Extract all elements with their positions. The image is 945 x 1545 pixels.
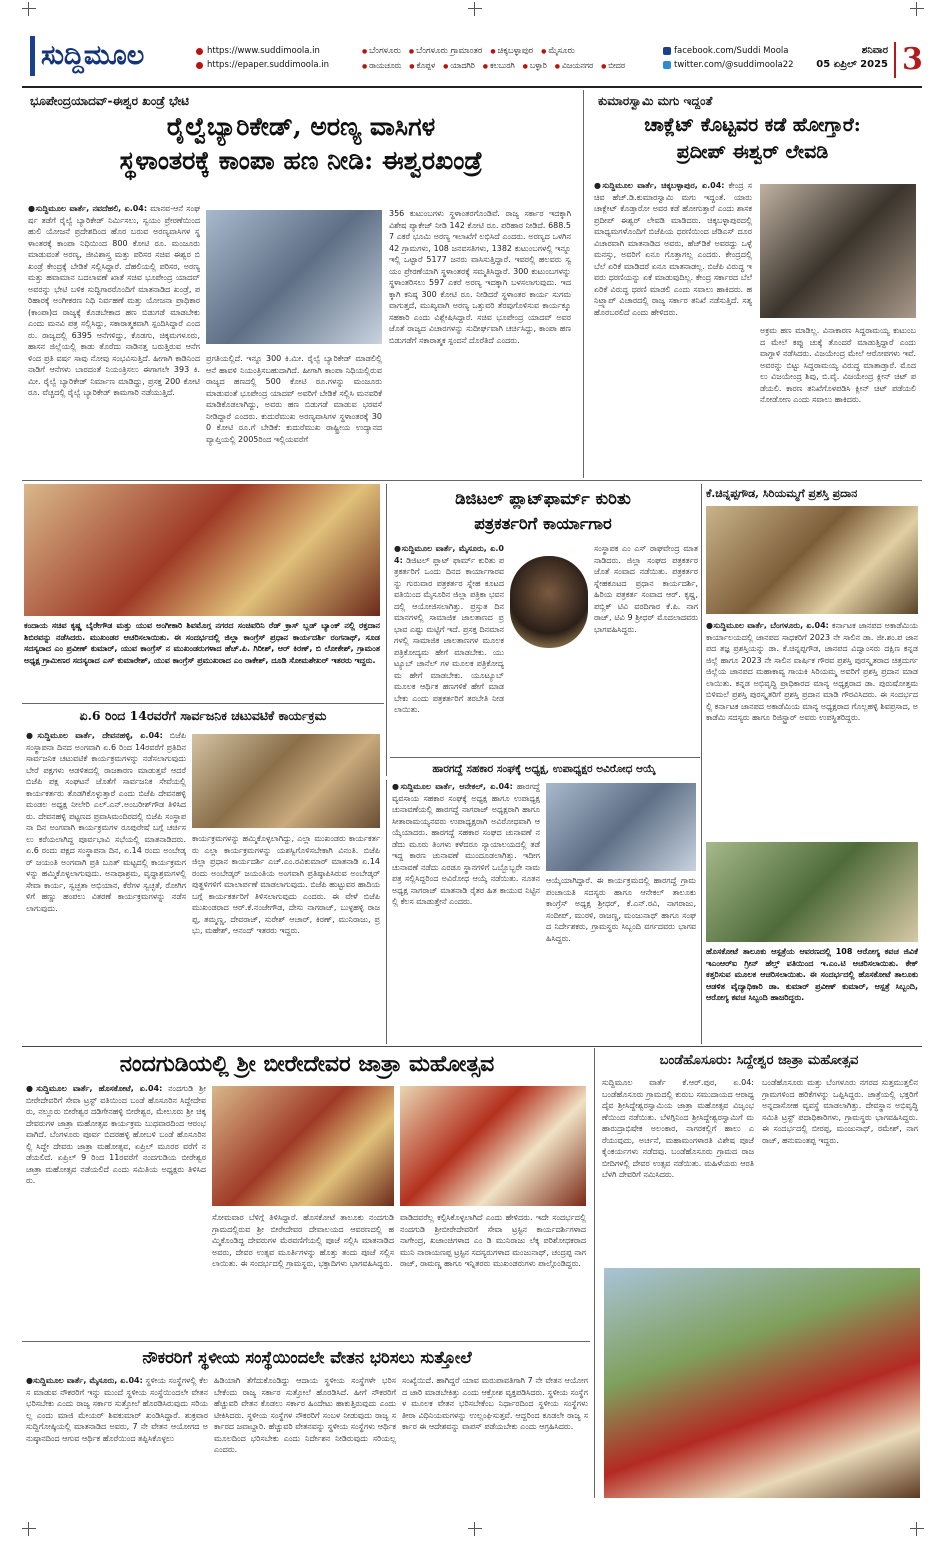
globe-icon [196,62,203,69]
column-divider [386,780,387,1044]
column-divider [594,1048,595,1498]
story6-photo [546,783,696,871]
story9-col2: ಹಿಡಿಯಾಗಿ ತೆಗೆದುಕೊಂಡಿದ್ದು ಆದಾಯ ಸ್ಥಳೀಯ ಸಂಸ್ಥೆಗಳೇ ಭರಿಸಬೇಕೆಂದು ರಾಜ್ಯ ಸರ್ಕಾರ ಸುತ್ತೋಲೆ ಹೊರಡಿಸಿದೆ. ಹೀಗೆ ನೌಕರರಿಗೆ ಹೆಚ್ಚುವರಿ ವೇತನ ಕೊಡಲು ಸರ್ಕಾರ ಹಿಂದೇಟು ಹಾಕುತ್ತಿರುವುದು ಎಂದು ಟೀಕಿಸಿದರು. ಸ್ಥಳೀಯ ಸಂಸ್ಥೆಗಳ ನೌಕರರಿಗೆ ಸಂಬಳ ನೀಡುವುದು ರಾಜ್ಯ ಸರ್ಕಾರದ ಜವಾಬ್ದಾರಿ. ಹೆಚ್ಚುವರಿ ವೇತನವನ್ನು ಸ್ಥಳೀಯ ಸಂಸ್ಥೆಗಳು ಆರ್ಥಿಕ ಮೂಲದಿಂದ ಭರಿಸಬೇಕು ಎಂದು ನಿರ್ದೇಶನ ನೀಡಿರುವುದು ಸರಿಯಲ್ಲ ಎಂದರು. [214,1376,396,1454]
story3-col2: ಸಂಸ್ಥಾಪಕ ಎಂ ಎಸ್ ರಾಘವೇಂದ್ರ ಮಾತನಾಡಿದರು. ಜಿಲ್ಲಾ ಸಂಘದ ಪತ್ರಕರ್ತರ ಜೊತೆ ಸಂವಾದ ನಡೆಯಿತು. ಪತ್ರಕರ್ತರ ಸ್ನೇಹಕೂಟದ ಪ್ರಧಾನ ಕಾರ್ಯದರ್ಶಿ, ಹಿರಿಯ ಪತ್ರಕರ್ತ ಸಂವಾದ ಆರ್. ಕೃಷ್ಣ, ಪಬ್ಲಿಕ್ ಟಿವಿ ವರದಿಗಾರ ಕೆ.ಪಿ. ನಾಗರಾಜ್, ಟಿವಿ 9 ಶ್ರೀಧರ್ ಮೊದಲಾದವರು ಭಾಗವಹಿಸಿದ್ದರು. [594,544,698,634]
masthead-rule [22,86,922,88]
story5-col2: ಕಾರ್ಯಕ್ರಮಗಳನ್ನು ಹಮ್ಮಿಕೊಳ್ಳಲಾಗಿದ್ದು, ಎಲ್ಲಾ ಮುಖಂಡರು ಕಾರ್ಯಕರ್ತರು ಎಲ್ಲಾ ಕಾರ್ಯಕ್ರಮಗಳನ್ನು ಯಶಸ್ವಿಗೊಳಿಸಬೇಕಾಗಿ ವಿನಂತಿ. ಬಿಜೆಪಿ ಜಿಲ್ಲಾ ಪ್ರಧಾನ ಕಾರ್ಯದರ್ಶಿ ಎಚ್.ಎಂ.ರವಿಕುಮಾರ್ ಮಾತನಾಡಿ ಏ.14 ರಂದು ಅಂಬೇಡ್ಕರ್ ಜಯಂತಿಯ ಅಂಗವಾಗಿ ಪ್ರತಿಷ್ಠಾಪಿಸಿರುವ ಅಂಬೇಡ್ಕರ್ ಪುತ್ಥಳಿಗಳಿಗೆ ಮಾಲಾರ್ಪಣೆ ಮಾಡಲಾಗುವುದು. ಬಿಜೆಪಿ ಹುಟ್ಟುವರ ಹಾದಿಯ ಬಗ್ಗೆ ಕಾರ್ಯಕರ್ತರಿಗೆ ತಿಳಿಸಲಾಗುವುದು ಎಂದರು. ಈ ವೇಳೆ ಬಿಜೆಪಿ ಮುಖಂಡರಾದ ಆರ್.ಕೆ.ನಂಜೇಗೌಡ, ದೇಸು ನಾಗರಾಜ್, ಬುಳ್ಳಹಳ್ಳಿ ರಾಜಪ್ಪ, ತಮ್ಮಣ್ಣ, ದೇವರಾಜ್, ಸುರೇಶ್ ಆಚಾರ್, ಕಿರಣ್, ಮುನಿರಾಜು, ಪ್ರಭು, ಮಹೇಶ್, ಆನಂದ್ ಇತರರು ಇದ್ದರು. [192,834,380,935]
social-links [663,44,813,72]
registration-mark [468,2,482,16]
story2-col1: ●ಸುದ್ದಿಮೂಲ ವಾರ್ತೆ, ಚಿಕ್ಕಬಳ್ಳಾಪುರ, ಏ.04: ಕೇಂದ್ರ ಸಚಿವ ಹೆಚ್.ಡಿ.ಕುಮಾರಸ್ವಾಮಿ ಮಗು ಇದ್ದಂತೆ. ಯಾರು ಚಾಕ್ಲೇಟ್ ಕೊಡ್ತಾರೋ ಅವರ ಕಡೆ ಹೋಗುತ್ತಾರೆ ಎಂದು ಶಾಸಕ ಪ್ರದೀಪ್ ಈಶ್ವರ್ ಲೇವಡಿ ಮಾಡಿದರು. ಚಿಕ್ಕಬಳ್ಳಾಪುರದಲ್ಲಿ ಮಾಧ್ಯಮಗಳೊಂದಿಗೆ ಬಿಜೆಪಿಯ ಧರಣಿಯಿಂದ ಜೆಡಿಎಸ್ ದೂರ ವಿಚಾರವಾಗಿ ಮಾತನಾಡಿದ ಅವರು, ಹೆಚ್‌ಡಿಕೆ ಅವರದ್ದು ಒಳ್ಳೆ ಮನಸ್ಸು, ಅವರಿಗೆ ಏನೂ ಗೊತ್ತಾಗಲ್ಲ ಎಂದರು. ಕೇಂದ್ರದಲ್ಲಿ ಬೆಲೆ ಏರಿಕೆ ಮಾಡಿದರೆ ಏನೂ ಮಾತನಾಡಲ್ಲ. ಬಿಜೆಪಿ ವಿರುದ್ಧ ಇವರು ಧರಣಿಯನ್ನು ಏಕೆ ಮಾಡುವುದಿಲ್ಲ. ಕೇಂದ್ರ ಸರ್ಕಾರದ ಬೆಲೆ ಏರಿಕೆ ವಿರುದ್ಧ ಧರಣಿ ಮಾಡಲಿ ಎಂದು ಸವಾಲು ಹಾಕಿದರು. ಹನಿಟ್ರ್ಯಾಪ್ ವಿಚಾರದಲ್ಲಿ ರಾಜ್ಯ ಸರ್ಕಾರ ತನಿಖೆ ನಡೆಸುತ್ತಿದೆ. ಸತ್ಯ ಹೊರಬರಲಿದೆ ಎಂದು ಹೇಳಿದರು. [594,181,752,317]
story4-body: ●ಸುದ್ದಿಮೂಲ ವಾರ್ತೆ, ಬೆಂಗಳೂರು, ಏ.04: ಕರ್ನಾಟಕ ಜಾನಪದ ಅಕಾಡೆಮಿಯ ಕಾರ್ಯಾಲಯದಲ್ಲಿ ಜಾನಪದ ಸಾಧಕರಿಗೆ 2023 ನೇ ಸಾಲಿನ ಡಾ. ಜೀ.ಶಂ.ಪ ಜಾನಪದ ತಜ್ಞ ಪ್ರಶಸ್ತಿಯನ್ನು ಡಾ. ಕೆ.ಚಿನ್ನಪ್ಪಗೌಡ, ಜಾನಪದ ವಿದ್ವಾಂಸರು ದಕ್ಷಿಣ ಕನ್ನಡ ಜಿಲ್ಲೆ ಹಾಗೂ 2023 ನೇ ಸಾಲಿನ ವಾರ್ಷಿಕ ಗೌರವ ಪ್ರಶಸ್ತಿ ಪುರಸ್ಕೃತರಾದ ಚಿತ್ರದುರ್ಗ ಜಿಲ್ಲೆಯ ಜಾನಪದ ಮಹಾಕಾವ್ಯ ಗಾಯಕಿ ಸಿರಿಯಮ್ಮ ಅವರಿಗೆ ಪ್ರಶಸ್ತಿ ಪ್ರದಾನ ಮಾಡಲಾಯಿತು. ಕನ್ನಡ ಅಭಿವೃದ್ಧಿ ಪ್ರಾಧಿಕಾರದ ಮಾನ್ಯ ಅಧ್ಯಕ್ಷರಾದ ಡಾ. ಪುರುಷೋತ್ತಮ ಬಿಳಿಮಲೆ ಪ್ರಶಸ್ತಿ ಪುರಸ್ಕೃತರಿಗೆ ಪ್ರಶಸ್ತಿ ಪ್ರದಾನ ಮಾಡಿ ಗೌರವಿಸಿದರು. ಈ ಸಂದರ್ಭದಲ್ಲಿ ಕರ್ನಾಟಕ ಜಾನಪದ ಅಕಾಡೆಮಿಯ ಮಾನ್ಯ ಅಧ್ಯಕ್ಷರಾದ ಗೊಲ್ಲಹಳ್ಳಿ ಶಿವಪ್ರಸಾದ, ಅಕಾಡೆಮಿ ಸದಸ್ಯರು ಹಾಗೂ ರಿಜಿಸ್ಟ್ರಾರ್ ಅವರು ಉಪಸ್ಥಿತರಿದ್ದರು. [706,621,918,722]
story1-photo [206,210,382,344]
story4-photo [706,506,918,614]
blood-camp-photo [24,484,380,616]
city-item: ● ವಿಜಯನಗರ [555,61,593,70]
ambulance-photo [706,842,918,942]
story6-headline: ಹಾರಗದ್ದೆ ಸಹಕಾರ ಸಂಘಕ್ಕೆ ಅಧ್ಯಕ್ಷ, ಉಪಾಧ್ಯಕ್ಷರ ಅವಿರೋಧ ಆಯ್ಕೆ [432,763,656,775]
story2-photo [760,184,916,318]
city-item: ● ಬಳ್ಳಾರಿ [523,61,547,70]
story5-headline: ಏ.6 ರಿಂದ 14ರವರೆಗೆ ಸಾರ್ವಜನಿಕ ಚಟುವಟಿಕೆ ಕಾರ್ಯಕ್ರಮ [79,708,327,723]
section-rule [22,703,384,704]
story2-kicker: ಕುಮಾರಸ್ವಾಮಿ ಮಗು ಇದ್ದಂತೆ [598,94,713,108]
city-item: ● ಮೈಸೂರು [541,46,575,56]
twitter-icon [663,61,671,69]
column-divider [583,90,584,478]
ambulance-caption: ಹೊಸಕೋಟೆ ತಾಲೂಕು ಆಸ್ಪತ್ರೆಯ ಆವರಣದಲ್ಲಿ 108 ಆರೋಗ್ಯ ಕವಚ ಜಿವಿಕೆ ಇಎಂಆರ್‌ಐ ಗ್ರೀನ್ ಹೆಲ್ತ್ ವತಿಯಿಂದ ಇ.ಎಂ.ಟಿ ಆಚರಿಸಲಾಯಿತು. ಕೇಕ್ ಕತ್ತರಿಸುವ ಮೂಲಕ ಆಚರಿಸಲಾಯಿತು. ಈ ಸಂದರ್ಭದಲ್ಲಿ ಹೊಸಕೋಟೆ ತಾಲೂಕು ಆಡಳಿತ ವೈದ್ಯಾಧಿಕಾರಿ ಡಾ. ಕುಮಾರ್ ಪ್ರವೀಣ್ ಕುಮಾರ್, ಆಸ್ಪತ್ರೆ ಸಿಬ್ಬಂದಿ, ಆರೋಗ್ಯ ಕವಚ ಸಿಬ್ಬಂದಿ ಹಾಜರಿದ್ದರು. [706,947,918,1002]
city-item: ● ಬೆಂಗಳೂರು [362,46,401,56]
city-item: ● ಬೆಂಗಳೂರು ಗ್ರಾಮಾಂತರ [409,46,482,56]
city-editions [362,44,662,74]
website-links [196,44,346,72]
story7-headline: ನಂದಗುಡಿಯಲ್ಲಿ ಶ್ರೀ ಬೀರೇದೇವರ ಜಾತ್ರಾ ಮಹೋತ್ಸವ [119,1051,495,1077]
city-item: ● ಯಾದಗಿರಿ [443,61,475,70]
section-rule [22,1046,922,1047]
masthead-logo: ಸುದ್ದಿಮೂಲ [30,36,190,76]
story4-headline: ಕೆ.ಚಿನ್ನಪ್ಪಗೌಡ, ಸಿರಿಯಮ್ಮಗೆ ಪ್ರಶಸ್ತಿ ಪ್ರದಾನ [706,487,858,500]
epaper-link[interactable]: https://epaper.suddimoola.in [196,58,346,72]
blood-camp-caption: ಕಂದಾಯ ಸಚಿವ ಕೃಷ್ಣ ಬೈರೇಗೌಡ ಮತ್ತು ಯುವ ಅಂಗೀಕಾರಿ ಶಿವಮೊಗ್ಗ ನಗರದ ಸಂಚಿವರಿನಿ ರೆಡ್ ಕ್ರಾಸ್ ಬ್ಲಡ್ ಬ್ಯಾಂಕ್ ನಲ್ಲಿ ರಕ್ತದಾನ ಶಿಬಿರವನ್ನು ನಡೆಸಿದರು. ಮುಖಂಡರ ಆಚರಿಸಲಾಯಿತು. ಈ ಸಂದರ್ಭದಲ್ಲಿ ಜಿಲ್ಲಾ ಕಾಂಗ್ರೆಸ್ ಪ್ರಧಾನ ಕಾರ್ಯದರ್ಶಿ ರಂಗನಾಥ್, ಸೂಡ ಸದಸ್ಯರಾದ ಎಂ ಪ್ರವೀಣ್ ಕುಮಾರ್, ಯುವ ಕಾಂಗ್ರೆಸ್ ನ ಮುಖಂಡರುಗಳಾದ ಹೆಚ್.ಪಿ. ಗಿರೀಶ್, ಆರ್ ಕಿರಣ್, ಬಿ ಲೋಕೇಶ್, ಗ್ರಾಮಂತ ಅಧ್ಯಕ್ಷ ಗ್ರಾಮೀಣರ ಸದಸ್ಯರಾದ ಎಸ್ ಕುಮಾರೇಶ್, ಯುವ ಕಾಂಗ್ರೆಸ್ ಪ್ರಮುಖರಾದ ಎಂ ರಾಕೇಶ್, ದೂಡಿ ಸೋಮಶೇಖರ್ ಇತರರು ಇದ್ದರು. [24,621,380,665]
registration-mark [910,2,924,16]
registration-mark [468,1522,482,1536]
section-rule [22,1341,590,1342]
facebook-icon [663,47,671,55]
jatra-photo [604,1268,920,1498]
story6-col1: ●ಸುದ್ದಿಮೂಲ ವಾರ್ತೆ, ಆನೇಕಲ್, ಏ.04: ಹಾರಗದ್ದೆ ವ್ಯವಸಾಯ ಸಹಕಾರ ಸಂಘಕ್ಕೆ ಅಧ್ಯಕ್ಷ ಹಾಗೂ ಉಪಾಧ್ಯಕ್ಷ ಚುನಾವಣೆಯಲ್ಲಿ ಹಾರಗದ್ದೆ ನಾಗರಾಜ್ ಅಧ್ಯಕ್ಷರಾಗಿ ಹಾಗೂ ಸೀತಾರಾಮಯ್ಯನವರು ಉಪಾಧ್ಯಕ್ಷರಾಗಿ ಅವಿರೋಧವಾಗಿ ಆಯ್ಕೆಯಾದರು. ಹಾರಗದ್ದೆ ಸಹಕಾರ ಸಂಘದ ಚುನಾವಣೆ ನಡೆದು ಮೂರು ತಿಂಗಳು ಕಳೆದರೂ ನ್ಯಾಯಾಲಯದಲ್ಲಿ ತಡೆ ಇದ್ದ ಕಾರಣ ಚುನಾವಣೆ ಮುಂದೂಡಲಾಗಿತ್ತು. ಇದೀಗ ಚುನಾವಣೆ ನಡೆದು ಎರಡೂ ಸ್ಥಾನಗಳಿಗೆ ಒಬ್ಬೊಬ್ಬರೇ ನಾಮಪತ್ರ ಸಲ್ಲಿಸಿದ್ದರಿಂದ ಅವಿರೋಧ ಆಯ್ಕೆ ನಡೆಯಿತು. ನೂತನ ಅಧ್ಯಕ್ಷ ನಾಗರಾಜ್ ಮಾತನಾಡಿ ರೈತರ ಹಿತ ಕಾಯುವ ನಿಟ್ಟಿನಲ್ಲಿ ಕೆಲಸ ಮಾಡುತ್ತೇನೆ ಎಂದರು. [392,782,540,906]
story1-headline: ರೈಲ್ವೆಬ್ಯಾರಿಕೇಡ್, ಅರಣ್ಯ ವಾಸಿಗಳ ಸ್ಥಳಾಂತರಕ್ಕೆ ಕಾಂಪಾ ಹಣ ನೀಡಿ: ಈಶ್ವರಖಂಡ್ರೆ [119,112,483,175]
website-link[interactable]: https://www.suddimoola.in [196,44,346,58]
story5-col1: ●ಸುದ್ದಿಮೂಲ ವಾರ್ತೆ, ದೇವನಹಳ್ಳಿ, ಏ.04: ಬಿಜೆಪಿ ಸಂಸ್ಥಾಪನಾ ದಿನದ ಅಂಗವಾಗಿ ಏ.6 ರಿಂದ 14ರವರೆಗೆ ಪ್ರತಿದಿನ ಸಾರ್ವಜನಿಕ ಚಟುವಟಿಕೆ ಕಾರ್ಯಕ್ರಮಗಳನ್ನು ನಡೆಸಲಾಗುವುದು ಬೇರೆ ಪಕ್ಷಗಳು ಆಡಳಿತದಲ್ಲಿ ರಾಜಕಾರಣ ಮಾಡುತ್ತವೆ ಆದರೆ ಬಿಜೆಪಿ ಪಕ್ಷ ಸಂಘಟನೆ ಜೊತೆಗೆ ಸಾರ್ವಜನಿಕ ಸೇವೆಯಲ್ಲಿ ಕಾರ್ಯಕರ್ತರು ತೊಡಗಿಕೊಳ್ಳುತ್ತಾರೆ ಎಂದು ಬಿಜೆಪಿ ದೇವನಹಳ್ಳಿ ಮಂಡಲ ಅಧ್ಯಕ್ಷ ನೀಲೇರಿ ಎಲ್.ಎನ್.ಅಂಬರೀಶ್‌ಗೌಡ ತಿಳಿಸಿದರು. ದೇವನಹಳ್ಳಿ ಪಟ್ಟಣದ ಪ್ರವಾಸಿಮಂದಿರದಲ್ಲಿ ಬಿಜೆಪಿ ಸಂಸ್ಥಾಪನಾ ದಿನ ಅಂಗವಾಗಿ ಕಾರ್ಯಕ್ರಮಗಳ ರೂಪುರೇಷೆ ಬಗ್ಗೆ ಚರ್ಚಿಸಲು ಕರೆಯಲಾಗಿದ್ದ ಪೂರ್ವಭಾವಿ ಸಭೆಯಲ್ಲಿ ಮಾತನಾಡಿದರು. ಏ.6 ರಂದು ಪಕ್ಷದ ಸಂಸ್ಥಾಪನಾ ದಿನ, ಏ.14 ರಂದು ಅಂಬೇಡ್ಕರ್ ಜಯಂತಿ ಅಂಗವಾಗಿ ಪ್ರತಿ ಬೂತ್ ಮಟ್ಟದಲ್ಲಿ ಕಾರ್ಯಕ್ರಮಗಳನ್ನು ಹಮ್ಮಿಕೊಳ್ಳಲಾಗುವುದು. ಅನಾಥಾಶ್ರಮ, ವೃದ್ಧಾಶ್ರಮಗಳಲ್ಲಿ ಸೇವಾ ಕಾರ್ಯ, ಸ್ವಚ್ಛತಾ ಅಭಿಯಾನ, ಕೆರೆಗಳ ಸ್ವಚ್ಛತೆ, ರೋಗಿಗಳಿಗೆ ಹಣ್ಣು ಹಂಪಲು ವಿತರಣೆ ಕಾರ್ಯಕ್ರಮಗಳನ್ನು ನಡೆಸಲಾಗುವುದು. [26,731,186,913]
story6-col2: ಆಯ್ಕೆಯಾಗಿದ್ದಾರೆ. ಈ ಕಾರ್ಯಕ್ರಮದಲ್ಲಿ ಹಾರಗದ್ದೆ ಗ್ರಾಮ ಪಂಚಾಯತಿ ಸದಸ್ಯರು ಹಾಗೂ ಆನೇಕಲ್ ತಾಲೂಕು ಕಾಂಗ್ರೆಸ್ ಅಧ್ಯಕ್ಷ ಶ್ರೀಧರ್, ಕೆ.ಎನ್.ರವಿ, ನಾಗರಾಜು, ಸಂದೀಪ್, ಮುರಳಿ, ರಾಜಣ್ಣ, ಮಂಜುನಾಥ್ ಹಾಗೂ ಸಂಘದ ನಿರ್ದೇಶಕರು, ಗ್ರಾಮಸ್ಥರು ಸಿಬ್ಬಂದಿ ವರ್ಗದವರು ಭಾಗವಹಿಸಿದ್ದರು. [546,876,696,943]
city-item: ● ಚಿಕ್ಕಬಳ್ಳಾಪುರ [490,46,533,56]
section-rule [390,757,700,758]
story2-headline: ಚಾಕ್ಲೆಟ್ ಕೊಟ್ಟವರ ಕಡೆ ಹೋಗ್ತಾರೆ: ಪ್ರದೀಪ್ ಈಶ್ವರ್ ಲೇವಡಿ [644,114,861,163]
city-item: ● ಕೊಪ್ಪಳ [409,61,435,70]
story8-col2: ಬಂಡೆಹೊಸೂರು ಮತ್ತು ಬೆಂಗಳೂರು ನಗರದ ಸುತ್ತಮುತ್ತಲಿನ ಗ್ರಾಮಗಳಿಂದ ಹರಿಕೆಗಳನ್ನು ಒಪ್ಪಿಸಿದ್ದರು. ಜಾತ್ರೆಯಲ್ಲಿ ಭಕ್ತರಿಗೆ ಅನ್ನದಾಸೋಹ ವ್ಯವಸ್ಥೆ ಮಾಡಲಾಗಿತ್ತು. ದೇವಸ್ಥಾನ ಅಭಿವೃದ್ಧಿ ಸಮಿತಿ ಟ್ರಸ್ಟ್ ಪದಾಧಿಕಾರಿಗಳು, ಗ್ರಾಮಸ್ಥರು ಭಾಗವಹಿಸಿದ್ದರು. ಈ ಸಂದರ್ಭದಲ್ಲಿ ಬೀರಪ್ಪ, ಮಂಜುನಾಥ್, ರಮೇಶ್, ನಾಗರಾಜ್, ಹನುಮಂತಪ್ಪ ಇದ್ದರು. [762,1078,918,1145]
registration-mark [910,1522,924,1536]
globe-icon [196,48,203,55]
city-item: ● ಬೀದರ [601,61,625,70]
temple-procession-photo [400,1086,586,1206]
story1-col1: ●ಸುದ್ದಿಮೂಲ ವಾರ್ತೆ, ನವದೆಹಲಿ, ಏ.04: ಮಾನವ-ಆನೆ ಸಂಘರ್ಷ ತಡೆಗೆ ರೈಲ್ವೆ ಬ್ಯಾರಿಕೇಡ್ ನಿರ್ಮಿಸಲು, ಸ್ವಯಂ ಪ್ರೇರಣೆಯಿಂದ ಹುಲಿ ಯೋಜನೆ ಪ್ರದೇಶದಿಂದ ಹೊರ ಬರುವ ಅರಣ್ಯವಾಸಿಗಳ ಸ್ಥಳಾಂತರಕ್ಕೆ ಕಾಂಪಾ ನಿಧಿಯಿಂದ 800 ಕೋಟಿ ರೂ. ಮಂಜೂರು ಮಾಡುವಂತೆ ಅರಣ್ಯ, ಜೀವಿಶಾಸ್ತ್ರ ಮತ್ತು ಪರಿಸರ ಸಚಿವ ಈಶ್ವರ ಬಿ ಖಂಡ್ರೆ ಕೇಂದ್ರಕ್ಕೆ ಬೇಡಿಕೆ ಸಲ್ಲಿಸಿದ್ದಾರೆ. ದೆಹಲಿಯಲ್ಲಿ ಪರಿಸರ, ಅರಣ್ಯ ಮತ್ತು ಹವಾಮಾನ ಬದಲಾವಣೆ ಖಾತೆ ಸಚಿವ ಭೂಪೇಂದ್ರ ಯಾದವ್ ಅವರನ್ನು ಭೇಟಿ ಬಳಿಕ ಸುದ್ದಿಗಾರರೊಂದಿಗೆ ಮಾತನಾಡಿದ ಖಂಡ್ರೆ, ಪರಿಹಾರಕ್ಕೆ ಅಂಗೀಕರಣ ನಿಧಿ ನಿರ್ವಹಣೆ ಮತ್ತು ಯೋಜನಾ ಪ್ರಾಧಿಕಾರ (ಕಾಂಪಾ)ದ ರಾಜ್ಯಕ್ಕೆ ಕೊಡಬೇಕಾದ ಹಣ ಬಿಡುಗಡೆ ಮಾಡಬೇಕು ಎಂದು ಮನವಿ ಪತ್ರ ಸಲ್ಲಿಸಿದ್ದು, ಸಕಾರಾತ್ಮಕವಾಗಿ ಸ್ಪಂದಿಸಿದ್ದಾರೆ ಎಂದರು. ರಾಜ್ಯದಲ್ಲಿ 6395 ಆನೆಗಳಿದ್ದು, ಕೊಡಗು, ಚಿಕ್ಕಮಗಳೂರು, ಹಾಸನ ಜಿಲ್ಲೆಯಲ್ಲಿ ಕಾಡು ತೊರೆದು ನಾಡಿನತ್ತ ಬರುತ್ತಿರುವ ಆನೆಗಳಿಂದ ಪ್ರತಿ ವರ್ಷ ಸಾವು ನೋವು ಸಂಭವಿಸುತ್ತಿದೆ. ಹೀಗಾಗಿ ಕಾಡಿನಿಂದ ನಾಡಿಗೆ ಆನೆಗಳು ಬಾರದಂತೆ ನಿಯಂತ್ರಿಸಲು ಈಗಾಗಲೇ 393 ಕಿ.ಮೀ. ರೈಲ್ವೆ ಬ್ಯಾರಿಕೇಡ್ ನಿರ್ಮಾಣ ಮಾಡಿದ್ದು, ಪ್ರಸಕ್ತ 200 ಕೋಟಿ ರೂ. ವೆಚ್ಚದಲ್ಲಿ ರೈಲ್ವೆ ಬ್ಯಾರಿಕೇಡ್ ಕಾಮಗಾರಿ ನಡೆಯುತ್ತಿದೆ. [28,204,200,397]
twitter-link[interactable]: twitter.com/@suddimoola22 [663,58,813,72]
story1-col2: ಪ್ರಗತಿಯಲ್ಲಿದೆ. ಇನ್ನೂ 300 ಕಿ.ಮೀ. ರೈಲ್ವೆ ಬ್ಯಾರಿಕೇಡ್ ಮಾಡಲಿಲ್ಲಿ ಆನೆ ಹಾವಳಿ ನಿಯಂತ್ರಿಸಬಹುದಾಗಿದೆ. ಹೀಗಾಗಿ ಕಾಂಪಾ ನಿಧಿಯಲ್ಲಿರುವ ರಾಜ್ಯದ ಹಣದಲ್ಲಿ 500 ಕೋಟಿ ರೂ.ಗಳನ್ನು ಮಂಜೂರು ಮಾಡುವಂತೆ ಭೂಪೇಂದ್ರ ಯಾದವ್ ಅವರಿಗೆ ಬೇಡಿಕೆ ಸಲ್ಲಿಸಿ ಮನವರಿಕೆ ಮಾಡಿಕೊಡಲಾಗಿದ್ದು, ಅವರು ಹಣ ಬಿಡುಗಡೆ ಮಾಡುವ ಭರವಸೆ ನೀಡಿದ್ದಾರೆ ಎಂದರು. ಕುದುರೆಮುಖ ಅರಣ್ಯವಾಸಿಗಳ ಸ್ಥಳಾಂತರಕ್ಕೆ 300 ಕೋಟಿ ರೂ.ಗೆ ಬೇಡಿಕೆ: ಕುದುರೆಮುಖ ರಾಷ್ಟ್ರೀಯ ಉದ್ಯಾನದ ವ್ಯಾಪ್ತಿಯಲ್ಲಿ 2005ರಿಂದ ಇಲ್ಲಿಯವರೆಗೆ [206,354,382,444]
story7-col1: ●ಸುದ್ದಿಮೂಲ ವಾರ್ತೆ, ಹೊಸಕೋಟೆ, ಏ.04: ನಂದಗುಡಿ ಶ್ರೀ ಬೀರೇದೇವರಿಗೆ ಸೇವಾ ಟ್ರಸ್ಟ್ ವತಿಯಿಂದ ಬಂಡೆ ಹೊಸೂರಿನ ಸಿದ್ದೇದೇವರು, ನಲ್ಲೂರು ಬೀರೇಶ್ವರ ದಡಿಗೇನಹಳ್ಳಿ ಬೀರೇಶ್ವರ, ಮೇಲೂರು ಶ್ರೀ ಚಿಕ್ಕ ದೇವರುಗಳ ಜಾತ್ರಾ ಮಹೋತ್ಸವ ಕಾರ್ಯಕ್ರಮ ಬುಧವಾರದಿಂದ ಆರಂಭವಾಗಿದೆ. ಬೆಂಗಳೂರು ಪೂರ್ವ ಬಿದರಹಳ್ಳಿ ಹೋಬಳಿ ಬಂಡೆ ಹೊಸೂರಿನಲ್ಲಿ ಸಿದ್ದೇ ದೇವರು ಜಾತ್ರಾ ಮಹೋತ್ಸವ, ಏಪ್ರಿಲ್ ಮೂರರ ವರೆಗೆ ನಡೆಯಲಿದೆ. ಏಪ್ರಿಲ್ 9 ರಿಂದ 11ರವರೆಗೆ ನಂದಗುಡಿಯ ಬೀರೇಶ್ವರ ಜಾತ್ರಾ ಮಹೋತ್ಸವ ನಡೆಯಲಿದೆ ಎಂದು ಸಮಿತಿಯ ಅಧ್ಯಕ್ಷರು ತಿಳಿಸಿದರು. [26,1084,206,1185]
story8-col1: ಸುದ್ದಿಮೂಲ ವಾರ್ತೆ ಕೆ.ಆರ್.ಪುರ, ಏ.04: ಬಂಡೆಹೊಸೂರು ಗ್ರಾಮದಲ್ಲಿ ಕುರುಬ ಸಮುದಾಯದ ಆರಾಧ್ಯದೈವ ಶ್ರೀಸಿದ್ದೇಶ್ವರಸ್ವಾಮಿಯ ಜಾತ್ರಾ ಮಹೋತ್ಸವ ವಿಜೃಂಭಣೆಯಿಂದ ನಡೆಯಿತು. ಬೆಳಗ್ಗಿನಿಂದ ಶ್ರೀಸಿದ್ದೇಶ್ವರಸ್ವಾಮಿಗೆ ಮಹಾರುದ್ರಾಭಿಷೇಕ ಅಲಂಕಾರ, ನಾಗರಕಲ್ಲಿಗೆ ಹಾಲು ಎರೆಯುವುದು, ಅರ್ಚನೆ, ಮಹಾಮಂಗಳಾರತಿ ವಿಶೇಷ ಪೂಜೆ ಕೈಂಕರ್ಯಗಳು ನಡೆದವು. ಬಂಡೆಹೊಸೂರು ಗ್ರಾಮದ ರಾಜಬೀದಿಗಳಲ್ಲಿ ದೇವರ ಉತ್ಸವ ನಡೆಯಿತು. ಮಹಿಳೆಯರು ಆರತಿ ಬೆಳಗಿ ದೇವರಿಗೆ ನಮಿಸಿದರು. [602,1078,754,1179]
facebook-link[interactable]: facebook.com/Suddi Moola [663,44,813,58]
day-label: ಶನಿವಾರ [861,45,888,56]
registration-mark [22,1522,36,1536]
column-divider [701,484,702,1044]
date-block [808,44,888,72]
story2-col2: ಅಕ್ರಮ ಹಣ ಮಾಡಿಲ್ಲ. ವಿನಾಕಾರಣ ಸಿದ್ದರಾಮಯ್ಯ ಕುಟುಂಬದ ಮೇಲೆ ಕಪ್ಪು ಚುಕ್ಕೆ ತೊಂದರೆ ಮಾಡುತ್ತಿದ್ದಾರೆ ಎಂದು ವಾಗ್ದಾಳಿ ನಡೆಸಿದರು. ವಿಜಯೇಂದ್ರ ಮೇಲೆ ಆರೋಪಗಳು ಇವೆ. ಅವರನ್ನು ಬಿಟ್ಟು ಸಿದ್ದರಾಮಯ್ಯ ವಿರುದ್ಧ ಮಾತಾಡ್ತಾರೆ. ಮೊದಲು ವಿಜಯೇಂದ್ರ ಶಿವು, ಬಿ.ವೈ. ವಿಜಯೇಂದ್ರ ಕ್ಲೀನ್ ಚಿಟ್ ಪಡೆಯಲಿ. ಕಾರಣ ತನಿಖೆಗೊಳಪಡಿಸಿ ಕ್ಲೀನ್ ಚಿಟ್ ಪಡೆಯಲಿ ನೋಡೋಣ ಎಂದು ಸವಾಲು ಹಾಕಿದರು. [760,326,916,404]
story7-col2: ಸೋಮವಾರ ಬೆಳಿಗ್ಗೆ ತಿಳಿಸಿದ್ದಾರೆ. ಹೊಸಕೋಟೆ ತಾಲೂಕು ನಂದಗುಡಿ ಗ್ರಾಮದಲ್ಲಿರುವ ಶ್ರೀ ಬೀರೇದೇವರ ದೇವಾಲಯದ ಆವರಣದಲ್ಲಿ ಹಮ್ಮಿಕೊಂಡಿದ್ದ ದೇವರುಗಳ ಮೆರವಣಿಗೆಯಲ್ಲಿ ಪೂಜೆ ಸಲ್ಲಿಸಿ ಮಾತನಾಡಿದ ಅವರು, ದೇವರ ಉತ್ಸವ ಮೂರ್ತಿಗಳನ್ನು ಹೊತ್ತು ತಂದು ಪೂಜೆ ಸಲ್ಲಿಸಲಾಯಿತು. ಈ ಸಂದರ್ಭದಲ್ಲಿ ಗ್ರಾಮಸ್ಥರು, ಭಕ್ತಾದಿಗಳು ಭಾಗವಹಿಸಿದ್ದರು. [212,1213,394,1268]
temple-deity-photo [212,1086,394,1206]
story3-portrait [510,556,588,648]
section-rule [22,480,922,481]
story7-col3: ವಾಡಿದವರೆಲ್ಲ ಕಲ್ಪಿಸಿಕೊಳ್ಳಲಾಗಿದೆ ಎಂದು ಹೇಳಿದರು. ಇದೇ ಸಂದರ್ಭದಲ್ಲಿ ನಂದಗುಡಿ ಶ್ರೀಬೀರೇದೇವರಿಗೆ ಸೇವಾ ಟ್ರಸ್ಟಿನ ಕಾರ್ಯದರ್ಶಿಗಳಾದ ನಾಗೇಂದ್ರ, ಖಜಾಂಚಿಗಳಾದ ಎಂ ಡಿ ಮುನಿರಾಜು ಲೆಕ್ಕ ಪರಿಶೋಧಕರಾದ ಮುನಿ ನಾರಾಯಣಪ್ಪ ಟ್ರಸ್ಟಿನ ಸದಸ್ಯರುಗಳಾದ ಮಂಜುನಾಥ್, ಚಂದ್ರಪ್ಪ ನಾಗರಾಜ್, ರಾಮಣ್ಣ ಹಾಗೂ ಇನ್ನಿತರರು ಮುಖಂಡರುಗಳು ಪಾಲ್ಗೊಂಡಿದ್ದರು. [400,1213,586,1268]
page-number: 3 [894,42,923,78]
story9-col1: ●ಸುದ್ದಿಮೂಲ ವಾರ್ತೆ, ಮೈಸೂರು, ಏ.04: ಸ್ಥಳೀಯ ಸಂಸ್ಥೆಗಳಲ್ಲಿ ಕೆಲಸ ಮಾಡುವ ನೌಕರರಿಗೆ ಇನ್ನು ಮುಂದೆ ಸ್ಥಳೀಯ ಸಂಸ್ಥೆಯಿಂದಲೇ ವೇತನ ಭರಿಸಬೇಕು ಎಂದು ರಾಜ್ಯ ಸರ್ಕಾರ ಸುತ್ತೋಲೆ ಹೊರಡಿಸಿರುವುದು ಸರಿಯಲ್ಲ ಎಂದು ಮಾಜಿ ಮೇಯರ್ ಶಿವಕುಮಾರ್ ಖಂಡಿಸಿದ್ದಾರೆ. ಶುಕ್ರವಾರ ಸುದ್ದಿಗೋಷ್ಠಿಯಲ್ಲಿ ಮಾತನಾಡಿದ ಅವರು, 7 ನೇ ವೇತನ ಆಯೋಗದ ಅನುಷ್ಠಾನದಿಂದ ಆಗುವ ಆರ್ಥಿಕ ಹೊರೆಯಿಂದ ತಪ್ಪಿಸಿಕೊಳ್ಳಲು [26,1376,208,1443]
city-item: ● ಕಲಬುರಗಿ [483,61,515,70]
story1-col3: 356 ಕುಟುಂಬಗಳು ಸ್ಥಳಾಂತರಗೊಂಡಿವೆ. ರಾಜ್ಯ ಸರ್ಕಾರ ಇದಕ್ಕಾಗಿ ವಿಶೇಷ ಪ್ಯಾಕೇಜ್ ನೀಡಿ 142 ಕೋಟಿ ರೂ. ಪರಿಹಾರ ನೀಡಿದೆ. 688.57 ಎಕರೆ ಭೂಮಿ ಅರಣ್ಯ ಇಲಾಖೆಗೆ ಲಭಿಸಿದೆ ಎಂದರು. ಅರಣ್ಯದ ಒಳಗಿನ 42 ಗ್ರಾಮಗಳು, 108 ಜನವಸತಿಗಳು, 1382 ಕುಟುಂಬಗಳಲ್ಲಿ ಇನ್ನೂ ಇಲ್ಲಿ ಒಟ್ಟಾರೆ 5177 ಜನರು ವಾಸಿಸುತ್ತಿದ್ದಾರೆ. ಇವರಲ್ಲಿ ಹಲವರು ಸ್ವಯಂ ಪ್ರೇರಣೆಯಾಗಿ ಸ್ಥಳಾಂತರಕ್ಕೆ ಸಮ್ಮತಿಸಿದ್ದಾರೆ. 300 ಕುಟುಂಬಗಳನ್ನು ಸ್ಥಳಾಂತರಿಸಲು 597 ಎಕರೆ ಅರಣ್ಯ ಇದಕ್ಕಾಗಿ ಬಳಸಲಾಗುವುದು. ಇದಕ್ಕಾಗಿ ಕನಿಷ್ಠ 300 ಕೋಟಿ ರೂ. ನೀಡಿದರೆ ಸ್ಥಳಾಂತರ ಕಾರ್ಯ ಸುಗಮವಾಗುತ್ತದೆ, ಮುಖ್ಯವಾಗಿ ಅರಣ್ಯ ಒತ್ತುವರಿ ತೆರವುಗೊಳಿಸುವ ಕಾರ್ಯಕ್ಕೂ ಸಹಕಾರಿ ಎಂದು ವಿಶ್ಲೇಷಿಸಿದ್ದಾರೆ. ಸಚಿವ ಭೂಪೇಂದ್ರ ಯಾದವ್ ಅವರ ಜೊತೆ ರಾಜ್ಯದ ವಿಚಾರಗಳನ್ನು ಸುದೀರ್ಘವಾಗಿ ಚರ್ಚಿಸಿದ್ದು, ಕಾಂಪಾ ಹಣ ಬಿಡುಗಡೆಗೆ ಸಕಾರಾತ್ಮಕ ಸ್ಪಂದನೆ ದೊರೆತಿದೆ ಎಂದರು. [389,209,571,345]
story8-headline: ಬಂಡೆಹೊಸೂರು: ಸಿದ್ದೇಶ್ವರ ಜಾತ್ರಾ ಮಹೋತ್ಸವ [659,1053,859,1068]
story5-photo [192,734,380,828]
story3-col1: ●ಸುದ್ದಿಮೂಲ ವಾರ್ತೆ, ಮೈಸೂರು, ಏ.04: ಡಿಜಿಟಲ್ ಪ್ಲಾಟ್ ಫಾರ್ಮ್ ಕುರಿತು ಪತ್ರಕರ್ತರಿಗೆ ಒಂದು ದಿನದ ಕಾರ್ಯಾಗಾರವನ್ನು ಗುರುವಾರ ಪತ್ರಕರ್ತರ ಸ್ನೇಹ ಕೂಟದ ವತಿಯಿಂದ ಮೈಸೂರಿನ ಜಿಲ್ಲಾ ಪತ್ರಿಕಾ ಭವನದಲ್ಲಿ ಆಯೋಜಿಸಲಾಗಿತ್ತು. ಪ್ರಸ್ತುತ ದಿನಮಾನಗಳಲ್ಲಿ ಸಾಮಾಜಿಕ ಜಾಲತಾಣದ ಪ್ರಭಾವ ಎಷ್ಟು ಮಟ್ಟಿಗೆ ಇದೆ. ಪ್ರಸಕ್ತ ದಿನಮಾನಗಳಲ್ಲಿ ಸಾಮಾಜಿಕ ಜಾಲತಾಣಗಳ ಮೂಲಕ ಪತ್ರಿಕೋದ್ಯಮ ಹೇಗೆ ಮಾಡಬೇಕು. ಯು ಟ್ಯೂಬ್ ಚಾನೆಲ್ ಗಳ ಮೂಲಕ ಪತ್ರಿಕೋದ್ಯಮ ಹೇಗೆ ಮಾಡಬೇಕು. ಯೂಟ್ಯೂಬ್ ಮೂಲಕ ಆರ್ಥಿಕ ಹಣಗಳಿಕೆ ಹೇಗೆ ಮಾಡಬೇಕು ಎಂದು ಪತ್ರಕರ್ತರಿಗೆ ತರಬೇತಿ ನೀಡಲಾಯಿತು. [394,544,504,714]
story9-headline: ನೌಕರರಿಗೆ ಸ್ಥಳೀಯ ಸಂಸ್ಥೆಯಿಂದಲೇ ವೇತನ ಭರಿಸಲು ಸುತ್ತೋಲೆ [142,1348,472,1367]
story1-kicker: ಭೂಪೇಂದ್ರಯಾದವ್-ಈಶ್ವರ ಖಂಡ್ರೆ ಭೇಟಿ [30,94,190,108]
column-divider [386,484,387,776]
story9-col3: ಸಂಖ್ಯೆಯಿದೆ. ಹಾಗಿದ್ದರೆ ಯಾವ ಮರುಪಾವತಿಗಾಗಿ 7 ನೇ ವೇತನ ಆಯೋಗದ ಜಾರಿ ಮಾಡಬೇಕಿತ್ತು ಎಂದು ಆಕ್ರೋಶ ವ್ಯಕ್ತಪಡಿಸಿದರು. ಸ್ಥಳೀಯ ಸಂಸ್ಥೆಗಳ ಮೂಲಕ ವೇತನ ಭರಿಸಬೇಕೆಂಬ ನಿರ್ಧಾರದಿಂದ ಸ್ಥಳೀಯ ಸಂಸ್ಥೆಗಳು ತೀರಾ ವಿಧಿನಿಯಮಗಳನ್ನು ಉಲ್ಲಂಘಿಸುತ್ತವೆ. ಆದ್ದರಿಂದ ಕೂಡಲೇ ರಾಜ್ಯ ಸರ್ಕಾರ ಈ ಆದೇಶವನ್ನು ವಾಪಸ್ ಪಡೆಯಬೇಕು ಎಂದು ಆಗ್ರಹಿಸಿದರು. [402,1376,588,1431]
city-item: ● ರಾಯಚೂರು [362,61,401,70]
story3-headline: ಡಿಜಿಟಲ್ ಪ್ಲಾಟ್‌ಫಾರ್ಮ್ ಕುರಿತು ಪತ್ರಕರ್ತರಿಗೆ ಕಾರ್ಯಾಗಾರ [455,489,631,533]
date-label: 05 ಏಪ್ರಿಲ್ 2025 [816,59,888,70]
registration-mark [22,2,36,16]
